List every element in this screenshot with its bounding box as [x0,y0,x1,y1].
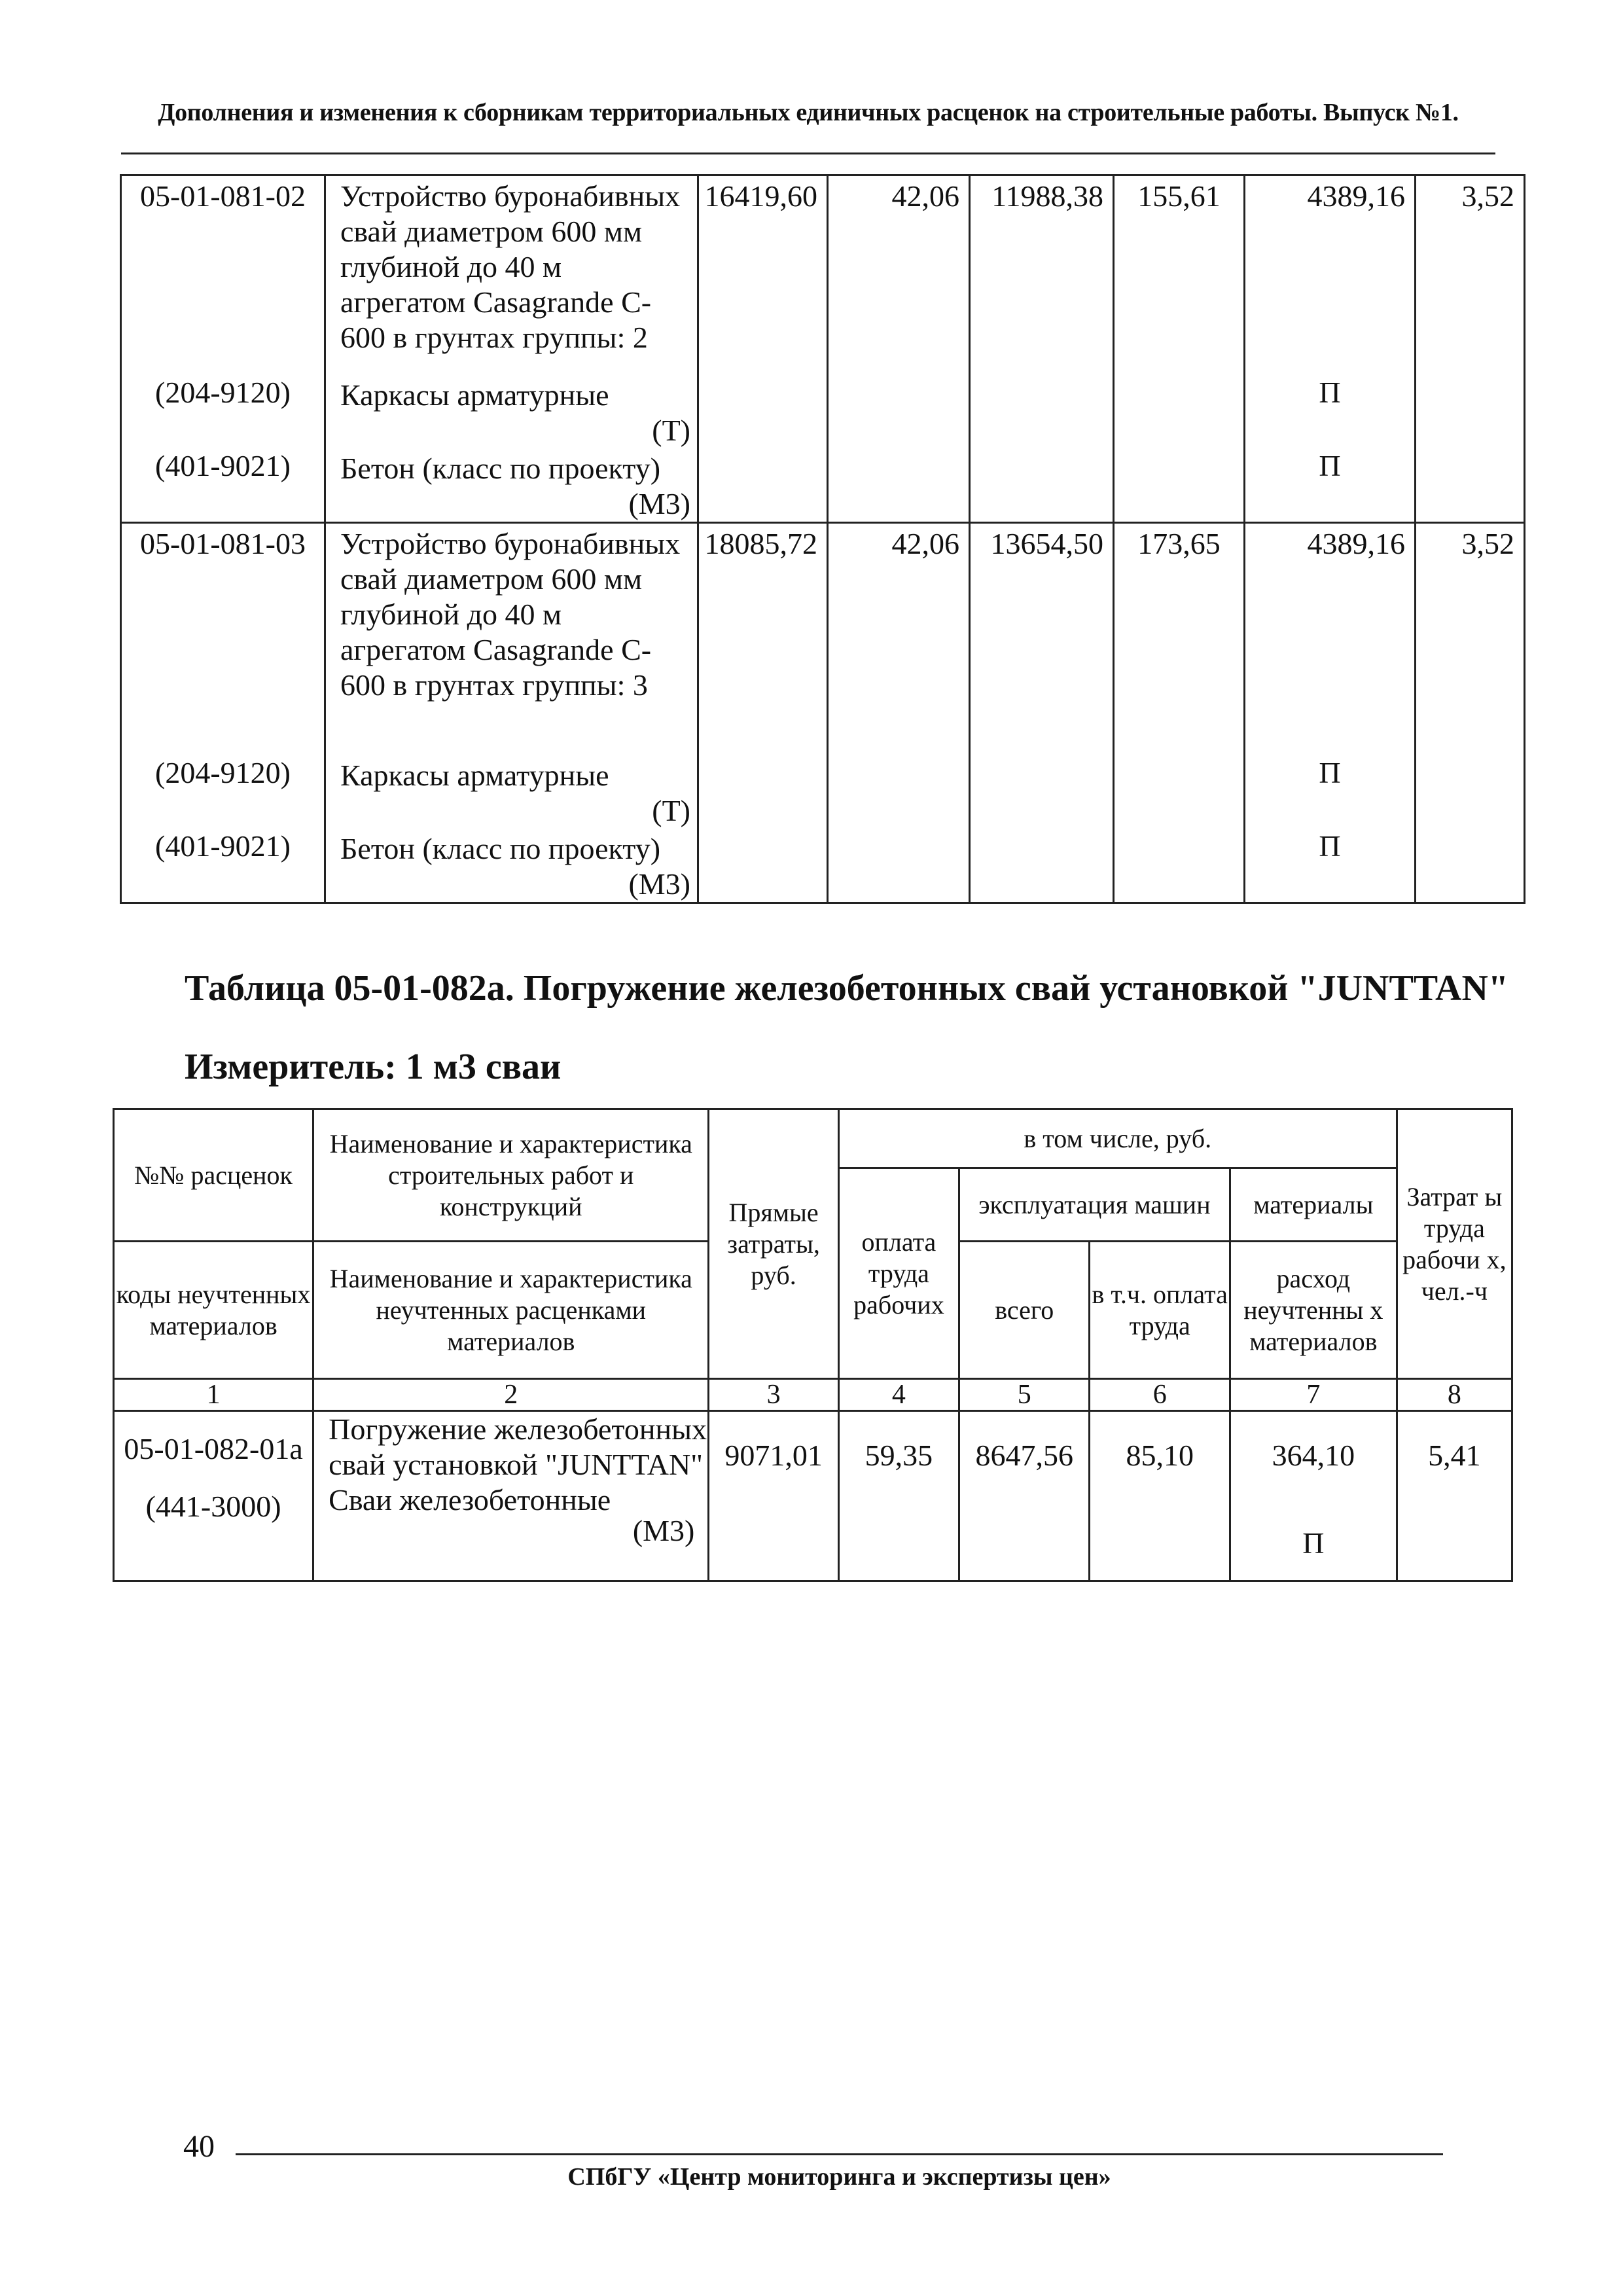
material-code: (204-9120) [121,755,325,829]
material-name: Бетон (класс по проекту) [340,832,661,865]
lower-rates-table [113,1108,1513,1582]
header-including: в том числе, руб. [838,1109,1397,1168]
header-material-names: Наименование и характеристика неучтенных расценками материалов [313,1242,709,1379]
header-machine-total: всего [959,1242,1090,1379]
material-row [121,448,1525,523]
machine-labor-pay: 155,61 [1114,175,1245,376]
material-mark: П [1245,448,1416,523]
material-code: (204-9120) [121,375,325,448]
column-index: 1 [114,1379,313,1411]
material-name: Каркасы арматурные [340,378,609,412]
labor-hours: 5,41 [1397,1411,1512,1581]
labor-pay: 42,06 [828,175,970,376]
measure-unit: Измеритель: 1 м3 сваи [185,1047,562,1087]
machine-labor-pay: 85,10 [1090,1411,1230,1581]
header-machines: эксплуатация машин [959,1168,1230,1242]
machine-labor-pay: 173,65 [1114,523,1245,756]
rate-code: 05-01-081-03 [121,523,325,756]
material-row [121,375,1525,448]
material-name: Бетон (класс по проекту) [340,452,661,485]
rate-name: Устройство буронабивных свай диаметром 600 мм глубиной до 40 м агрегатом Casagrande C-600 в грунтах группы: 3 [325,523,698,756]
rate-name: Устройство буронабивных свай диаметром 600 мм глубиной до 40 м агрегатом Casagrande C-600 в грунтах группы: 2 [325,175,698,376]
header-name: Наименование и характеристика строительных работ и конструкций [313,1109,709,1242]
material-row [121,829,1525,903]
rate-code: 05-01-082-01а [124,1432,303,1465]
material-mark: П [1245,829,1416,903]
rate-name: Погружение железобетонных свай установкой "JUNTTAN" [329,1412,707,1481]
column-index: 3 [709,1379,838,1411]
upper-rates-table [120,174,1525,904]
direct-cost: 9071,01 [709,1411,838,1581]
table-row [121,523,1525,756]
header-codes: №№ расценок [114,1109,313,1242]
labor-pay: 42,06 [828,523,970,756]
labor-hours: 3,52 [1416,523,1525,756]
column-index: 7 [1230,1379,1397,1411]
material-unit: (Т) [652,794,690,827]
machine-total: 11988,38 [970,175,1114,376]
header-materials: материалы [1230,1168,1397,1242]
material-unit: (М3) [628,487,690,520]
labor-pay: 59,35 [838,1411,959,1581]
column-index: 8 [1397,1379,1512,1411]
material-name: Каркасы арматурные [340,759,609,792]
footer-org: СПбГУ «Центр мониторинга и экспертизы цен» [567,2163,1111,2191]
column-index-row [114,1379,1512,1411]
labor-hours: 3,52 [1416,175,1525,376]
table-row [121,175,1525,376]
page-number: 40 [183,2129,215,2164]
material-row [121,755,1525,829]
material-unit: (М3) [632,1514,695,1547]
material-name: Сваи железобетонные [329,1483,611,1516]
column-index: 5 [959,1379,1090,1411]
header-material-codes: коды неучтенных материалов [114,1242,313,1379]
machine-total: 13654,50 [970,523,1114,756]
rate-code: 05-01-081-02 [121,175,325,376]
page-header: Дополнения и изменения к сборникам территориальных единичных расценок на строительные работы. Выпуск №1. [158,99,1459,126]
column-index: 6 [1090,1379,1230,1411]
header-labor: Затрат ы труда рабочи х, чел.-ч [1397,1109,1512,1379]
direct-cost: 16419,60 [698,175,828,376]
material-code: (401-9021) [121,448,325,523]
column-index: 2 [313,1379,709,1411]
machine-total: 8647,56 [959,1411,1090,1581]
material-mark: П [1245,755,1416,829]
materials-cost: 4389,16 [1245,175,1416,376]
material-code: (441-3000) [145,1490,281,1523]
header-machine-labor-pay: в т.ч. оплата труда [1090,1242,1230,1379]
materials-cost: 4389,16 [1245,523,1416,756]
header-labor-pay: оплата труда рабочих [838,1168,959,1379]
material-unit: (М3) [628,867,690,901]
footer-rule [236,2153,1443,2155]
column-index: 4 [838,1379,959,1411]
header-direct: Прямые затраты, руб. [709,1109,838,1379]
direct-cost: 18085,72 [698,523,828,756]
material-mark: П [1302,1526,1325,1560]
section-title: Таблица 05-01-082а. Погружение железобетонных свай установкой "JUNTTAN" [185,968,1508,1009]
material-code: (401-9021) [121,829,325,903]
header-material-use: расход неучтенны х материалов [1230,1242,1397,1379]
material-unit: (Т) [652,414,690,447]
table-row [114,1411,1512,1581]
materials-cost: 364,10 [1272,1439,1355,1472]
header-rule [121,152,1495,154]
material-mark: П [1245,375,1416,448]
